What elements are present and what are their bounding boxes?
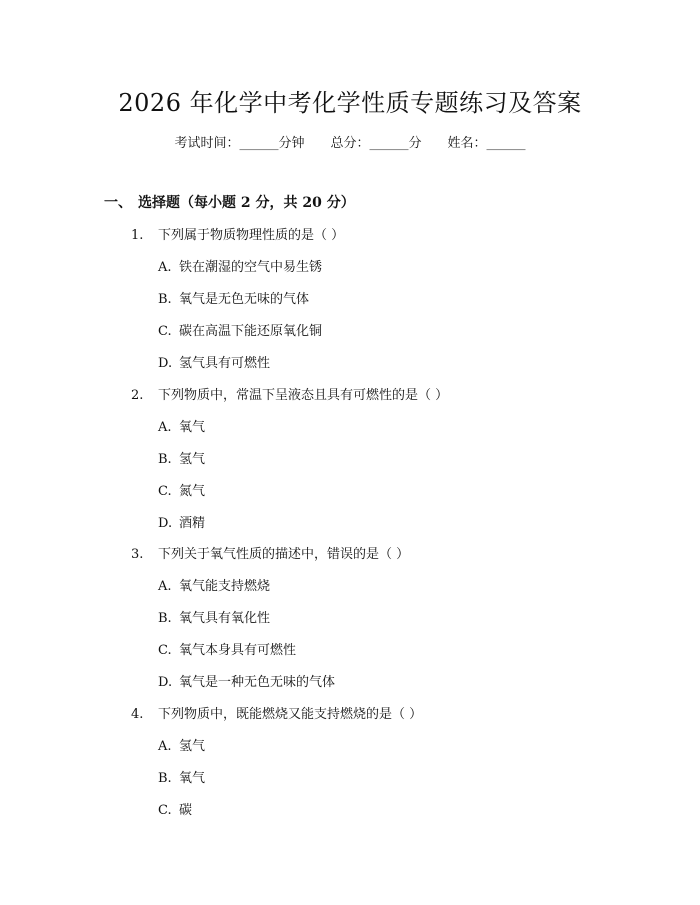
question-text: 下列物质中，常温下呈液态且具有可燃性的是（ ）	[158, 388, 449, 403]
question-2-option-a	[158, 416, 205, 435]
exam-info-line	[0, 132, 700, 151]
option-text: 碳	[179, 803, 193, 818]
option-text: 氧气具有氧化性	[179, 611, 271, 626]
option-text: 氢气	[179, 739, 206, 754]
document-title: 2026 年化学中考化学性质专题练习及答案	[118, 89, 582, 117]
question-3-option-d	[158, 671, 335, 690]
option-text: 氧气能支持燃烧	[179, 579, 271, 594]
option-text: 氢气	[179, 452, 206, 467]
option-text: 氧气	[179, 420, 206, 435]
option-letter: C.	[158, 484, 172, 499]
question-number: 3.	[131, 547, 144, 562]
option-text: 铁在潮湿的空气中易生锈	[179, 260, 323, 275]
option-letter: A.	[158, 260, 172, 275]
question-1-option-d	[158, 352, 270, 371]
exam-time-field: 考试时间：______分钟	[174, 136, 305, 151]
student-name-field: 姓名：______	[447, 136, 526, 151]
question-4-option-c	[158, 799, 192, 818]
option-letter: D.	[158, 516, 173, 531]
option-letter: C.	[158, 324, 172, 339]
question-2-option-b	[158, 448, 205, 467]
question-3-option-b	[158, 607, 270, 626]
option-letter: D.	[158, 356, 173, 371]
question-3	[131, 543, 409, 562]
section-title: 选择题（每小题 2 分，共 20 分）	[138, 195, 355, 211]
option-text: 氧气是无色无味的气体	[179, 292, 310, 307]
section-heading	[104, 192, 355, 212]
option-letter: C.	[158, 643, 172, 658]
option-text: 酒精	[179, 516, 206, 531]
option-text: 氧气是一种无色无味的气体	[179, 675, 336, 690]
question-2-option-d	[158, 512, 205, 531]
option-text: 氧气	[179, 771, 206, 786]
option-text: 氮气	[179, 484, 206, 499]
question-number: 2.	[131, 388, 144, 403]
section-number: 一、	[104, 195, 132, 211]
option-letter: A.	[158, 739, 172, 754]
option-letter: C.	[158, 803, 172, 818]
question-2-option-c	[158, 480, 205, 499]
total-score-field: 总分：______分	[330, 136, 422, 151]
question-text: 下列关于氧气性质的描述中，错误的是（ ）	[158, 547, 410, 562]
option-letter: A.	[158, 420, 172, 435]
option-letter: D.	[158, 675, 173, 690]
option-letter: A.	[158, 579, 172, 594]
question-text: 下列属于物质物理性质的是（ ）	[158, 228, 345, 243]
question-3-option-a	[158, 575, 270, 594]
option-text: 氢气具有可燃性	[179, 356, 271, 371]
question-number: 4.	[131, 707, 144, 722]
option-letter: B.	[158, 292, 172, 307]
option-letter: B.	[158, 452, 172, 467]
option-text: 氧气本身具有可燃性	[179, 643, 297, 658]
option-text: 碳在高温下能还原氧化铜	[179, 324, 323, 339]
question-1-option-b	[158, 288, 309, 307]
question-1-option-a	[158, 256, 322, 275]
question-1	[131, 224, 344, 243]
question-number: 1.	[131, 228, 144, 243]
option-letter: B.	[158, 611, 172, 626]
question-2	[131, 384, 448, 403]
option-letter: B.	[158, 771, 172, 786]
question-4	[131, 703, 422, 722]
question-4-option-a	[158, 735, 205, 754]
question-1-option-c	[158, 320, 322, 339]
question-3-option-c	[158, 639, 296, 658]
question-4-option-b	[158, 767, 205, 786]
question-text: 下列物质中，既能燃烧又能支持燃烧的是（ ）	[158, 707, 423, 722]
